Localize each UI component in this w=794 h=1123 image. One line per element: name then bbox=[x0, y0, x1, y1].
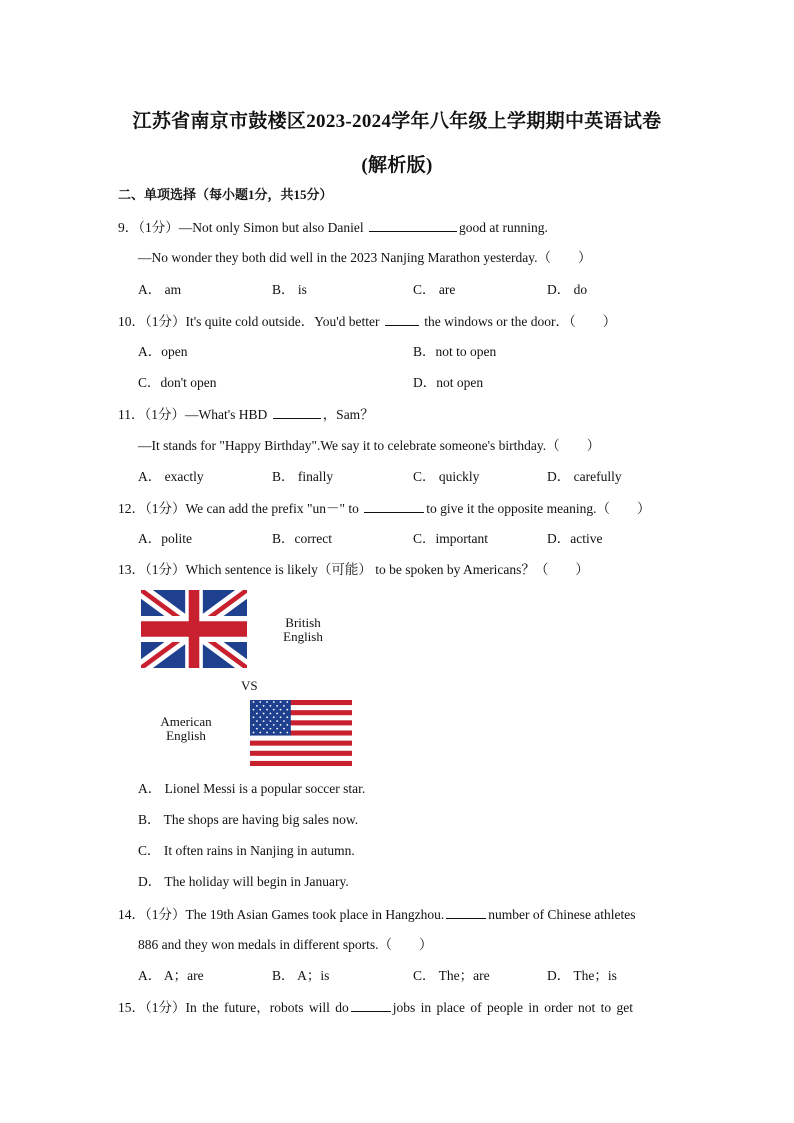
question-15 bbox=[118, 998, 633, 1017]
flag-star bbox=[280, 716, 282, 718]
question-12 bbox=[118, 499, 651, 518]
option-b: B．correct bbox=[272, 531, 332, 546]
answer-blank bbox=[351, 998, 391, 1012]
flag-star bbox=[253, 732, 255, 734]
flag-star bbox=[253, 716, 255, 718]
flag-star bbox=[286, 709, 288, 711]
option-b: B． finally bbox=[272, 469, 334, 484]
flag-star bbox=[269, 705, 271, 707]
question-10 bbox=[118, 312, 616, 331]
option-c: C． quickly bbox=[413, 469, 480, 484]
option-c: C．don't open bbox=[138, 375, 217, 390]
flag-star bbox=[286, 724, 288, 726]
option-c: C． It often rains in Nanjing in autumn. bbox=[138, 843, 355, 858]
option-d: D． The holiday will begin in January. bbox=[138, 874, 349, 889]
flag-star bbox=[280, 732, 282, 734]
option-b: B． is bbox=[272, 282, 307, 297]
option-c: C． are bbox=[413, 282, 456, 297]
flag-star bbox=[269, 728, 271, 730]
flag-star bbox=[256, 728, 258, 730]
option-c: C．important bbox=[413, 531, 488, 546]
section-heading: 二、单项选择（每小题1分，共15分） bbox=[118, 187, 333, 202]
flag-star bbox=[280, 709, 282, 711]
flag-star bbox=[269, 720, 271, 722]
flag-star bbox=[286, 716, 288, 718]
stars-and-stripes-flag-icon bbox=[250, 700, 352, 766]
question-number: 15．（1分） bbox=[118, 1000, 186, 1015]
question-9 bbox=[118, 218, 548, 237]
vs-label: VS bbox=[241, 678, 258, 693]
option-c: C． The；are bbox=[413, 968, 490, 983]
british-english-label: British English bbox=[283, 615, 323, 644]
flag-star bbox=[276, 705, 278, 707]
option-a: A． am bbox=[138, 282, 182, 297]
question-13 bbox=[118, 561, 589, 579]
flag-star bbox=[273, 724, 275, 726]
question-text: It's quite cold outside．You'd better bbox=[185, 314, 380, 329]
answer-blank bbox=[385, 312, 419, 326]
flag-star bbox=[269, 713, 271, 715]
flag-star bbox=[266, 709, 268, 711]
flag-star bbox=[259, 724, 261, 726]
option-d: D． carefully bbox=[547, 469, 622, 484]
question-number: 12．（1分） bbox=[118, 501, 186, 516]
option-d: D．active bbox=[547, 531, 603, 546]
option-d: D． The；is bbox=[547, 968, 617, 983]
question-11 bbox=[118, 405, 374, 424]
question-text: The 19th Asian Games took place in Hangzhou. bbox=[185, 907, 445, 922]
question-number: 14．（1分） bbox=[118, 907, 186, 922]
question-14 bbox=[118, 905, 636, 924]
question-number: 10．（1分） bbox=[118, 314, 186, 329]
flag-star bbox=[266, 716, 268, 718]
question-number: 13．（1分） bbox=[118, 562, 186, 577]
exam-subtitle: (解析版) bbox=[361, 155, 433, 176]
option-a: A．polite bbox=[138, 531, 192, 546]
question-text: jobs in place of people in order not to get bbox=[392, 1000, 634, 1015]
flag-star bbox=[276, 720, 278, 722]
flag-star bbox=[283, 705, 285, 707]
flag-star bbox=[286, 732, 288, 734]
flag-star bbox=[253, 709, 255, 711]
question-text: good at running. bbox=[459, 220, 548, 235]
flag-star bbox=[283, 713, 285, 715]
question-text: number of Chinese athletes bbox=[488, 907, 636, 922]
flag-star bbox=[273, 732, 275, 734]
flag-star bbox=[263, 713, 265, 715]
option-b: B． The shops are having big sales now. bbox=[138, 812, 359, 827]
flag-star bbox=[266, 701, 268, 703]
question-number: 9．（1分） bbox=[118, 220, 179, 235]
flag-star bbox=[263, 728, 265, 730]
option-a: A． A；are bbox=[138, 968, 204, 983]
flag-star bbox=[256, 720, 258, 722]
flag-star bbox=[273, 709, 275, 711]
flag-star bbox=[256, 713, 258, 715]
option-a: A． Lionel Messi is a popular soccer star. bbox=[138, 781, 366, 796]
flag-star bbox=[276, 713, 278, 715]
question-text: —Not only Simon but also Daniel bbox=[178, 220, 364, 235]
flag-star bbox=[253, 724, 255, 726]
option-d: D．not open bbox=[413, 375, 484, 390]
flag-star bbox=[283, 720, 285, 722]
flag-star bbox=[266, 732, 268, 734]
question-14-line2: 886 and they won medals in different sports.（ ） bbox=[138, 937, 433, 952]
question-number: 11．（1分） bbox=[118, 407, 185, 422]
question-text: to give it the opposite meaning.（ ） bbox=[426, 501, 651, 516]
flag-star bbox=[263, 720, 265, 722]
flag-star bbox=[263, 705, 265, 707]
question-text: We can add the prefix "un－" to bbox=[185, 501, 359, 516]
answer-blank bbox=[364, 499, 424, 513]
flag-star bbox=[286, 701, 288, 703]
question-11-line2: —It stands for "Happy Birthday".We say it to celebrate someone's birthday.（ ） bbox=[138, 438, 601, 453]
answer-blank bbox=[369, 218, 457, 232]
union-jack-flag-icon bbox=[141, 590, 247, 668]
flag-star bbox=[259, 716, 261, 718]
option-d: D． do bbox=[547, 282, 588, 297]
answer-blank bbox=[446, 905, 486, 919]
question-text: the windows or the door．（ ） bbox=[424, 314, 617, 329]
flag-star bbox=[273, 716, 275, 718]
option-a: A． exactly bbox=[138, 469, 204, 484]
flag-star bbox=[259, 709, 261, 711]
question-text: In the future，robots will do bbox=[185, 1000, 349, 1015]
option-b: B． A；is bbox=[272, 968, 330, 983]
flag-star bbox=[259, 701, 261, 703]
option-b: B．not to open bbox=[413, 344, 497, 359]
flag-star bbox=[259, 732, 261, 734]
question-9-line2: —No wonder they both did well in the 2023 Nanjing Marathon yesterday.（ ） bbox=[138, 250, 592, 265]
question-text: —What's HBD bbox=[185, 407, 268, 422]
american-english-label: American English bbox=[160, 714, 212, 743]
question-text: Which sentence is likely（可能） to be spoken by Americans？（ ） bbox=[185, 562, 589, 577]
flag-star bbox=[280, 701, 282, 703]
flag-star bbox=[256, 705, 258, 707]
flag-star bbox=[276, 728, 278, 730]
flag-star bbox=[266, 724, 268, 726]
exam-title: 江苏省南京市鼓楼区2023-2024学年八年级上学期期中英语试卷 bbox=[132, 111, 662, 132]
flag-star bbox=[273, 701, 275, 703]
answer-blank bbox=[273, 405, 321, 419]
flag-star bbox=[283, 728, 285, 730]
question-text: ，Sam？ bbox=[322, 407, 374, 422]
flag-star bbox=[280, 724, 282, 726]
flag-star bbox=[253, 701, 255, 703]
option-a: A．open bbox=[138, 344, 188, 359]
